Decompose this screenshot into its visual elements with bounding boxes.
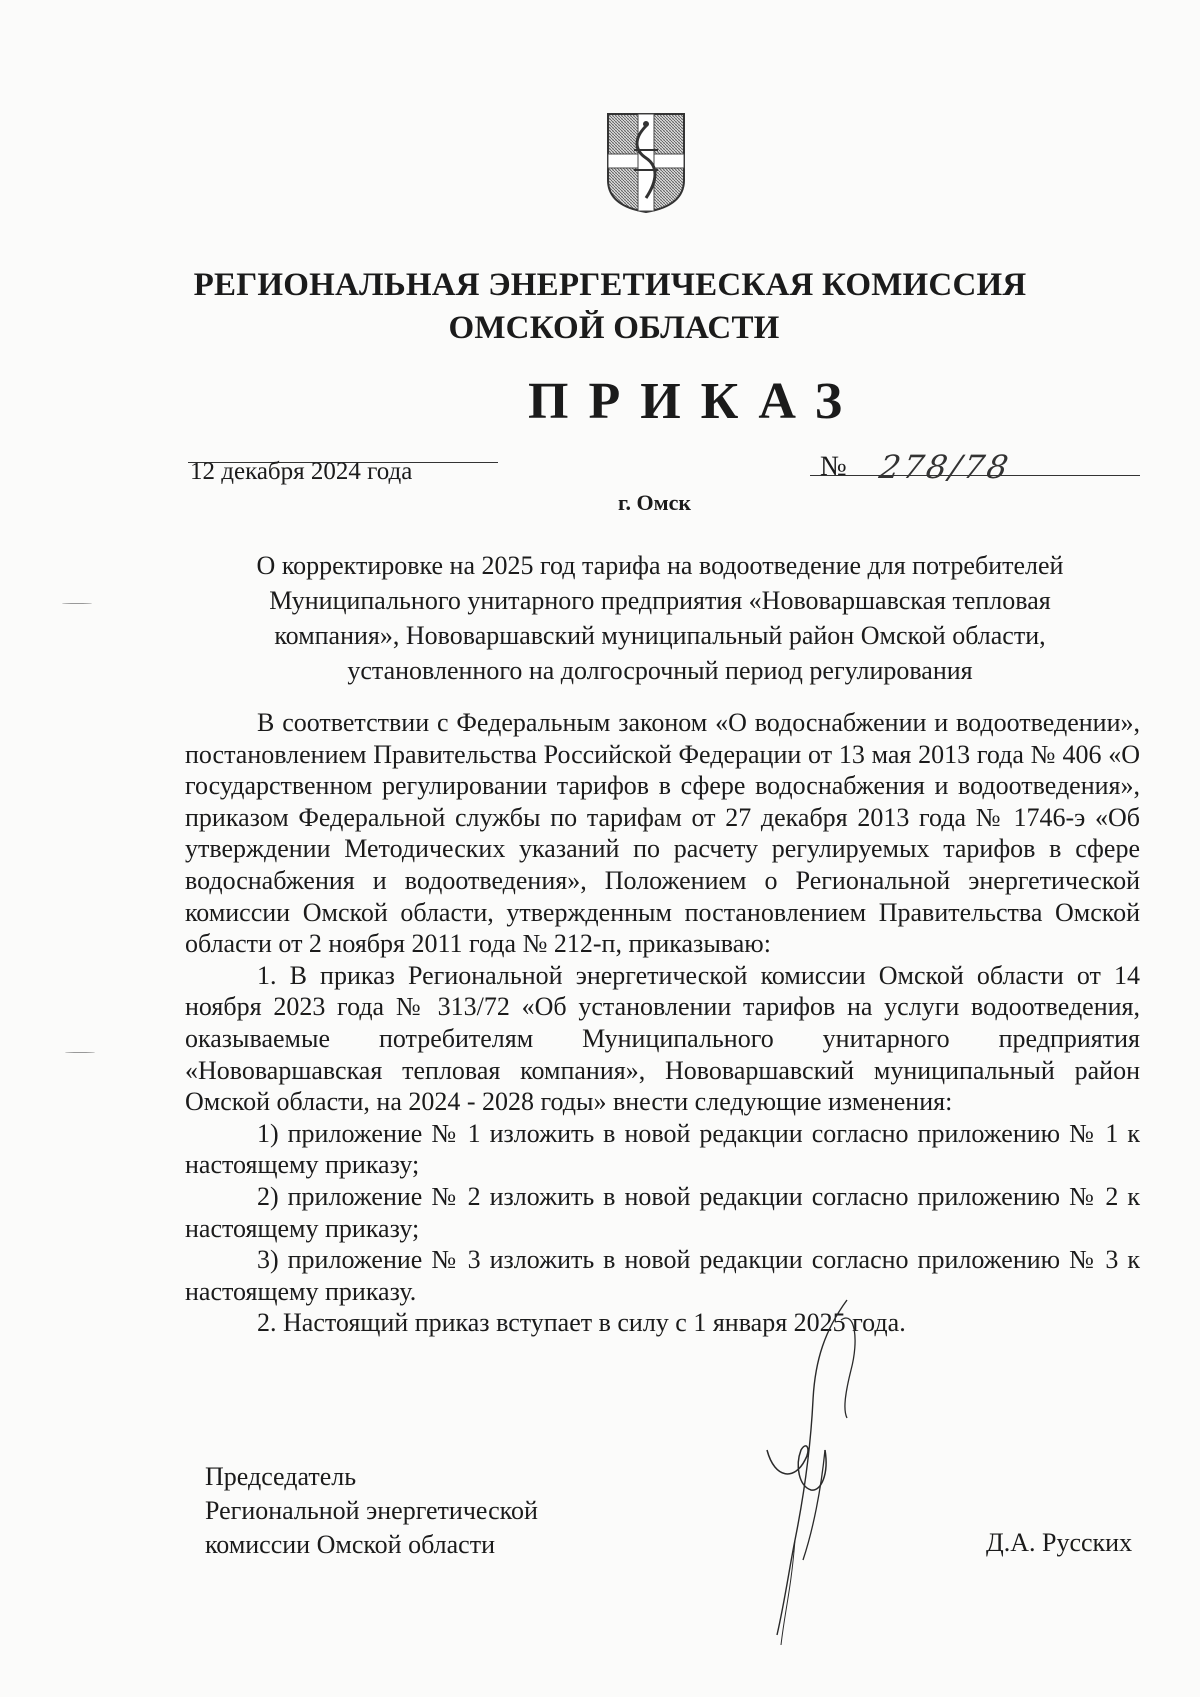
preamble-paragraph: В соответствии с Федеральным законом «О водоснабжении и водоотведении», постановлением Правительства Российской Федерации от 13 мая 2013 года № 406 «О государственном регулировании тарифов в сфере водоснабжения и водоотведения», приказом Федеральной службы по тарифам от 27 декабря 2013 года № 1746-э «Об утверждении Методических указаний по расчету регулируемых тарифов в сфере водоснабжения и водоотведения», Положением о Региональной энергетической комиссии Омской области, утвержденным постановлением Правительства Омской области от 2 ноября 2011 года № 212-п, приказываю:	[185, 708, 1140, 959]
coat-of-arms-icon	[604, 110, 688, 214]
signer-title-line: Региональной энергетической	[205, 1496, 538, 1525]
scan-artifact	[65, 1052, 95, 1053]
item-1-2-paragraph: 2) приложение № 2 изложить в новой редакции согласно приложению № 2 к настоящему приказу;	[185, 1181, 1140, 1243]
signer-title-line: Председатель	[205, 1462, 357, 1491]
number-sign: №	[820, 451, 847, 482]
document-date: 12 декабря 2024 года	[190, 458, 413, 485]
organization-name-line1: РЕГИОНАЛЬНАЯ ЭНЕРГЕТИЧЕСКАЯ КОМИССИЯ	[193, 267, 1027, 303]
item-1-3-paragraph: 3) приложение № 3 изложить в новой редакции согласно приложению № 3 к настоящему приказу.	[185, 1245, 1140, 1306]
signer-position	[205, 1460, 625, 1562]
subject-line: Муниципального унитарного предприятия «Нововаршавская тепловая	[269, 586, 1051, 615]
subject-line: установленного на долгосрочный период регулирования	[347, 656, 973, 685]
document-type-title: ПРИКАЗ	[528, 373, 863, 430]
subject-line: компания», Нововаршавский муниципальный район Омской области,	[274, 621, 1046, 650]
item-1-1-paragraph: 1) приложение № 1 изложить в новой редакции согласно приложению № 1 к настоящему приказу;	[185, 1118, 1140, 1180]
item-1-paragraph: 1. В приказ Региональной энергетической комиссии Омской области от 14 ноября 2023 года № 313/72 «Об установлении тарифов на услуги водоотведения, оказываемые потребителям Муниципального унитарного предприятия «Нововаршавская тепловая компания», Нововаршавский муниципальный район Омской области, на 2024 - 2028 годы» внести следующие изменения:	[185, 960, 1140, 1117]
handwritten-signature	[755, 1290, 885, 1650]
signer-title-line: комиссии Омской области	[205, 1530, 495, 1559]
subject-line: О корректировке на 2025 год тарифа на водоотведение для потребителей	[256, 551, 1064, 580]
document-body	[185, 707, 1140, 1339]
document-number-handwritten: 278/78	[876, 448, 1014, 486]
organization-name-line2: ОМСКОЙ ОБЛАСТИ	[448, 310, 780, 346]
city: г. Омск	[618, 490, 692, 515]
scan-artifact	[62, 603, 92, 604]
document-subject	[200, 548, 1120, 688]
item-2-paragraph: 2. Настоящий приказ вступает в силу с 1 января 2025 года.	[257, 1308, 906, 1338]
signer-name: Д.А. Русских	[986, 1528, 1133, 1557]
